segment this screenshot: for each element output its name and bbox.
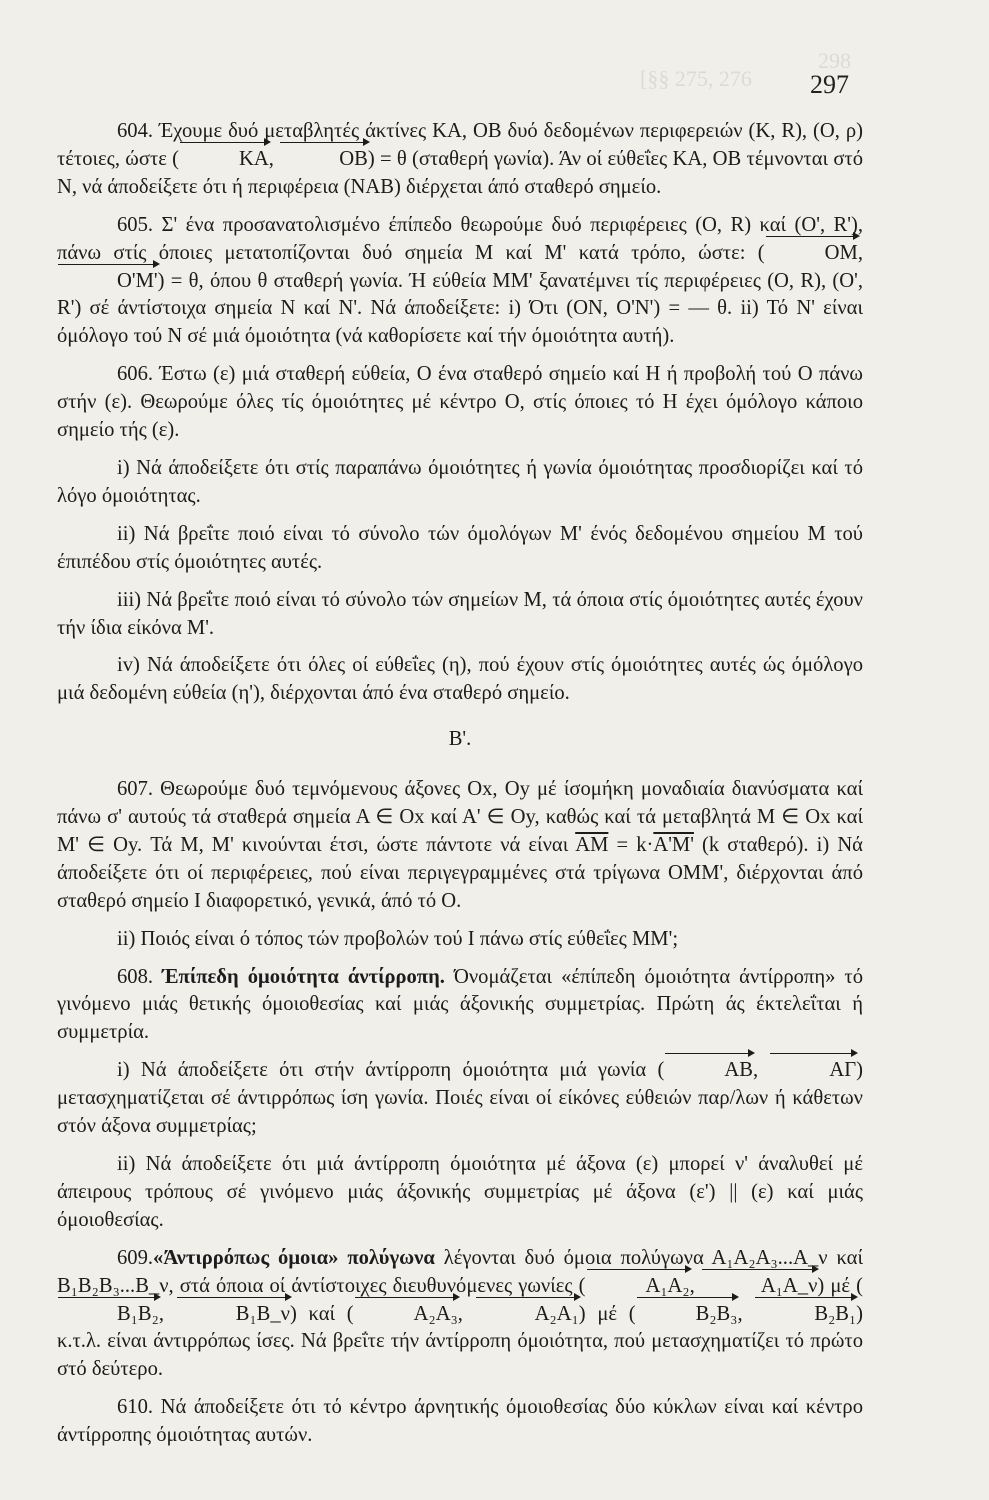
exercise-609: 609.«Άντιρρόπως όμοια» πολύγωνα λέγονται δυό όμοια πολύγωνα Α₁Α₂Α₃...Α_ν καί Β₁Β₂Β₃...Β_ν, στά όποια οί άντίστοιχες διευθυνόμενες γωνίες ( Α₁Α₂, Α₁Α_ν) μέ (Β₁Β₂, Β₁Β_ν) καί ( Α₂Α₃, Α₂Α₁) μέ ( Β₂Β₃, Β₂Β₁) κ.τ.λ. είναι άντιρρόπως ίσες. Νά βρεΐτε τήν άντίρροπη όμοιότητα, πού μετασχηματίζει τό πρώτο στό δεύτερο. (57, 1246, 864, 1381)
exercise-609-title: «Άντιρρόπως όμοια» πολύγωνα (153, 1246, 435, 1269)
exercise-606-iii: iii) Νά βρεΐτε ποιό είναι τό σύνολο τών σημείων Μ, τά όποια στίς όμοιότητες αυτές έχουν τήν ίδια είκόνα Μ'. (57, 588, 863, 639)
exercise-608-title: Έπίπεδη όμοιότητα άντίρροπη. (162, 965, 445, 988)
vector-ka: KA (179, 146, 269, 174)
bleed-through-header: 298 (818, 48, 851, 73)
segment-am: $\overline{AM}$ (575, 833, 609, 856)
vector-om: ΟΜ (765, 240, 858, 268)
exercise-606: 606. Έστω (ε) μιά σταθερή εύθεία, Ο ένα σταθερό σημείο καί Η ή προβολή τού Ο πάνω στήν (ε). Θεωρούμε όλες τίς όμοιότητες μέ κέντρο Ο, στίς όποιες τό Η έχει όμόλογο κάποιο σημείο τής (ε). (57, 363, 863, 442)
exercise-608-i: i) Νά άποδείξετε ότι στήν άντίρροπη όμοιότητα μιά γωνία ( ΑΒ, ΑΓ) μετασχηματίζεται σέ άντιρρόπως ίση γωνία. Ποιές είναι οί είκόνες εύθειών παρ/λων ή κάθετων στόν άξονα συμμετρίας; (57, 1059, 864, 1138)
section-heading: Β'. (448, 728, 472, 751)
exercise-608: 608. Έπίπεδη όμοιότητα άντίρροπη. Όνομάζεται «έπίπεδη όμοιότητα άντίρροπη» τό γινόμενο μιάς θετικής όμοιοθεσίας καί μιάς άξονικής συμμετρίας. Πρώτη άς έκτελεΐται ή συμμετρία. (57, 965, 864, 1044)
page-number: 297 (810, 70, 849, 99)
vector-ob: OB (279, 146, 368, 174)
exercise-607-ii: ii) Ποιός είναι ό τόπος τών προβολών τού Ι πάνω στίς εύθεΐες ΜΜ'; (117, 927, 679, 950)
segment-a-m: Α'Μ' (653, 833, 694, 856)
exercise-605: 605. Σ' ένα προσανατολισμένο έπίπεδο θεωρούμε δυό περιφέρειες (Ο, R) καί (Ο', R'), πάνω στίς όποιες μετατοπίζονται δυό σημεία Μ καί Μ' κατά τρόπο, ώστε: ( ΟΜ, Ο'Μ') = θ, όπου θ σταθερή γωνία. Ή εύθεία ΜΜ' ξανατέμνει τίς περιφέρειες (Ο, R), (Ο', R') σέ άντίστοιχα σημεία Ν καί Ν'. Νά άποδείξετε: i) Ότι (ΟΝ, Ο'Ν') = — θ. ii) Τό Ν' είναι όμόλογο τού Ν σέ μιά όμοιότητα (νά καθορίσετε καί τήν όμοιότητα αυτή). (57, 213, 863, 348)
vector-ag: ΑΓ (769, 1057, 856, 1085)
exercise-606-iv: iv) Νά άποδείξετε ότι όλες οί εύθεΐες (η), πού έχουν στίς όμοιότητες αυτές ώς όμόλογο μιά δεδομένη εύθεία (η'), διέρχονται άπό ένα σταθερό σημείο. (57, 654, 863, 705)
bleed-through-refs: [§§ 275, 276 (640, 66, 752, 91)
exercise-608-ii: ii) Νά άποδείξετε ότι μιά άντίρροπη όμοιότητα μέ άξονα (ε) μπορεί ν' άναλυθεί μέ άπειρους τρόπους σέ γινόμενο μιάς άξονικής συμμετρίας μέ άξονα (ε') || (ε) καί μιάς όμοιοθεσίας. (57, 1153, 863, 1231)
exercise-606-ii: ii) Νά βρεΐτε ποιό είναι τό σύνολο τών όμολόγων Μ' ένός δεδομένου σημείου Μ τού έπιπέδου στίς όμοιότητες αυτές. (57, 522, 863, 573)
page-body (57, 118, 863, 1460)
exercise-610: 610. Νά άποδείξετε ότι τό κέντρο άρνητικής όμοιοθεσίας δύο κύκλων είναι καί κέντρο άντίρροπης όμοιότητας αυτών. (57, 1396, 863, 1447)
exercise-604: 604. Έχουμε δυό μεταβλητές άκτίνες KA, ΟΒ δυό δεδομένων περιφερειών (Κ, R), (Ο, ρ) τέτοιες, ώστε ( KA, OB) = θ (σταθερή γωνία). Άν οί εύθεΐες KA, ΟΒ τέμνονται στό Ν, νά άποδείξετε ότι ή περιφέρεια (NAB) διέρχεται άπό σταθερό σημείο. (57, 120, 863, 198)
vector-ab: ΑΒ (664, 1057, 753, 1085)
exercise-606-i: i) Νά άποδείξετε ότι στίς παραπάνω όμοιότητες ή γωνία όμοιότητας προσδιορίζει καί τό λόγο όμοιότητας. (57, 456, 863, 507)
vector-o-m: Ο'Μ' (57, 268, 158, 296)
exercise-607: 607. Θεωρούμε δυό τεμνόμενους άξονες Οx, Οy μέ ίσομήκη μοναδιαία διανύσματα καί πάνω σ' αυτούς τά σταθερά σημεία Α ∈ Οx καί Α' ∈ Οy, καθώς καί τά μεταβλητά Μ ∈ Οx καί Μ' ∈ Οy. Τά Μ, Μ' κινούνται έτσι, ώστε πάντοτε νά είναι $\overline{AM} = k\cdot A'M'$ (k σταθερό). i) Νά άποδείξετε ότι οί περιφέρειες, πού είναι περιγεγραμμένες στά τρίγωνα ΟΜΜ', διέρχονται άπό σταθερό σημείο Ι διαφορετικό, γενικά, άπό τό Ο. (57, 778, 863, 912)
